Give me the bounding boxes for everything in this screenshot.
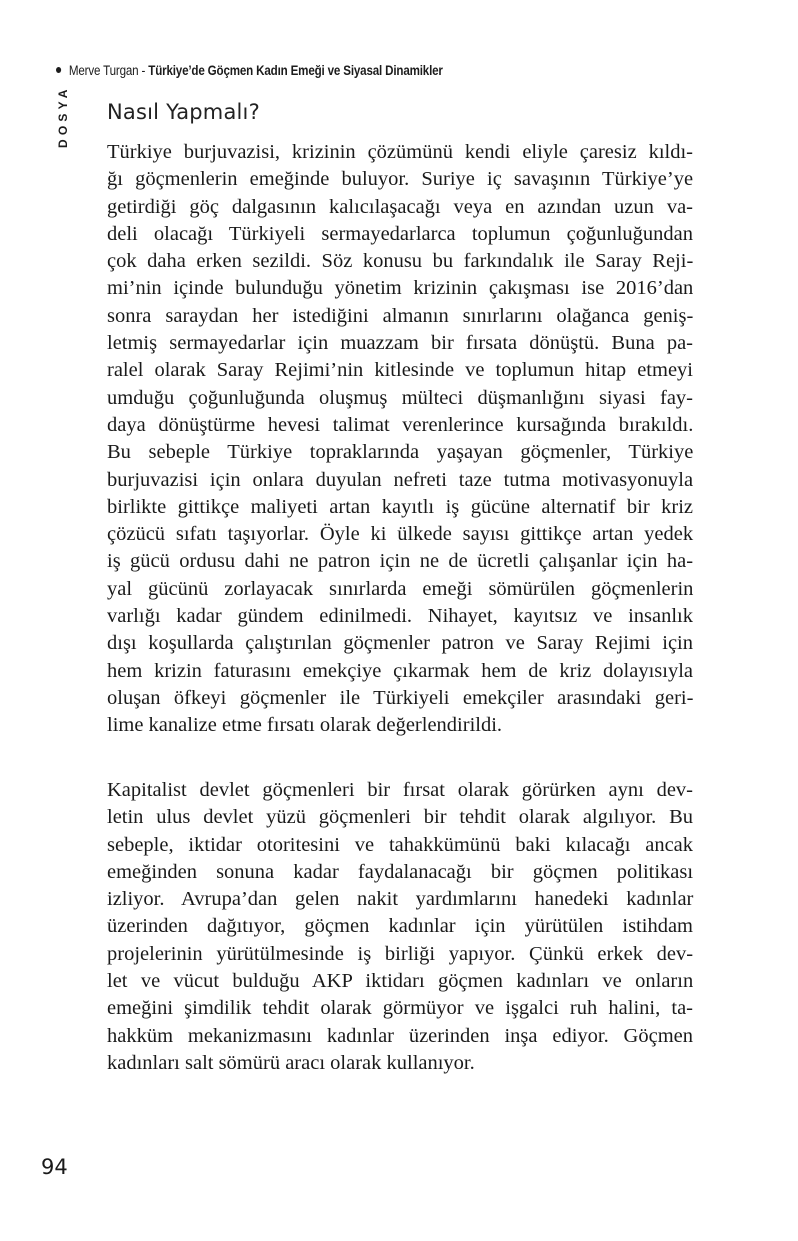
text-line: lime kanalize etme fırsatı olarak değerlendirildi. [107,714,503,737]
text-line: getirdiği göç dalgasının kalıcılaşacağı veya en azından uzun va- [107,195,693,218]
text-line: dışı koşullarda çalıştırılan göçmenler patron ve Saray Rejimi için [107,632,693,655]
text-line: emeğini şimdilik tehdit olarak görmüyor ve işgalci ruh halini, ta- [107,997,693,1020]
section-heading: Nasıl Yapmalı? [107,100,260,124]
bullet-icon [56,67,61,73]
text-line: varlığı kadar gündem edinilmedi. Nihayet, kayıtsız ve insanlık [107,605,693,628]
text-line: üzerinden dağıtıyor, göçmen kadınlar için yürütülen istihdam [107,915,693,938]
text-line: daya dönüştürme hevesi talimat verenlerince kursağında bırakıldı. [107,413,694,436]
article-title: Türkiye’de Göçmen Kadın Emeği ve Siyasal Dinamikler [148,63,443,78]
text-line: hem krizin faturasını emekçiye çıkarmak hem de kriz dolayısıyla [107,659,693,682]
text-line: sonra saraydan her istediğini almanın sınırlarını olağanca geniş- [107,304,694,327]
section-tag: DOSYA [56,85,70,148]
author-name: Merve Turgan [68,63,139,78]
text-line: umduğu çoğunluğunda oluşmuş mülteci düşmanlığını siyasi fay- [107,386,693,409]
text-line: Türkiye burjuvazisi, krizinin çözümünü kendi eliyle çaresiz kıldı- [107,141,693,163]
text-line: izliyor. Avrupa’dan gelen nakit yardımlarını hanedeki kadınlar [107,888,694,911]
text-line: letmiş sermayedarlar için muazzam bir fırsata dönüştü. Buna pa- [107,332,693,355]
text-line: çözücü sıfatı taşıyorlar. Öyle ki ülkede sayısı gittikçe artan yedek [107,523,694,546]
text-line: emeğinden sonuna kadar faydalanacağı bir göçmen politikası [107,860,694,883]
text-line: ğı göçmenlerin emeğinde buluyor. Suriye iç savaşının Türkiye’ye [107,168,694,191]
text-line: Bu sebeple Türkiye topraklarında yaşayan göçmenler, Türkiye [107,441,694,464]
running-head [56,63,443,78]
text-line: let ve vücut bulduğu AKP iktidarı göçmen kadınları ve onların [107,970,694,993]
text-line: mi’nin içinde bulunduğu yönetim krizinin çakışması ise 2016’dan [107,277,694,300]
text-line: yal gücünü zorlayacak sınırlarda emeği sömürülen göçmenlerin [107,577,694,600]
text-line: kadınları salt sömürü aracı olarak kullanıyor. [107,1051,475,1074]
text-line: projelerinin yürütülmesinde iş birliği yapıyor. Çünkü erkek dev- [107,942,694,965]
text-line: burjuvazisi için onlara duyulan nefreti taze tutma motivasyonuyla [107,468,694,491]
text-line: iş gücü ordusu dahi ne patron için ne de ücretli çalışanlar için ha- [107,550,694,573]
text-line: ralel olarak Saray Rejimi’nin kitlesinde ve toplumun hitap etmeyi [107,359,693,382]
text-line: Kapitalist devlet göçmenleri bir fırsat olarak görürken aynı dev- [107,779,693,801]
page-number: 94 [41,1155,68,1179]
paragraph-1 [107,139,693,740]
text-line: çok daha erken sezildi. Söz konusu bu farkındalık ile Saray Reji- [107,250,694,273]
text-line: sebeple, iktidar otoritesini ve tahakkümünü baki kılacağı ancak [107,833,694,856]
paragraph-2 [107,777,693,1077]
text-line: oluşan öfkeyi göçmenler ile Türkiyeli emekçiler arasındaki geri- [107,686,694,709]
running-head-separator: - [138,63,149,78]
text-line: deli olacağı Türkiyeli sermayedarlarca toplumun çoğunluğundan [107,222,693,245]
text-line: letin ulus devlet yüzü göçmenleri bir tehdit olarak algılıyor. Bu [107,806,693,829]
text-line: birlikte gittikçe maliyeti artan kayıtlı iş gücüne alternatif bir kriz [107,495,693,518]
text-line: hakküm mekanizmasını kadınlar üzerinden inşa ediyor. Göçmen [107,1024,693,1047]
